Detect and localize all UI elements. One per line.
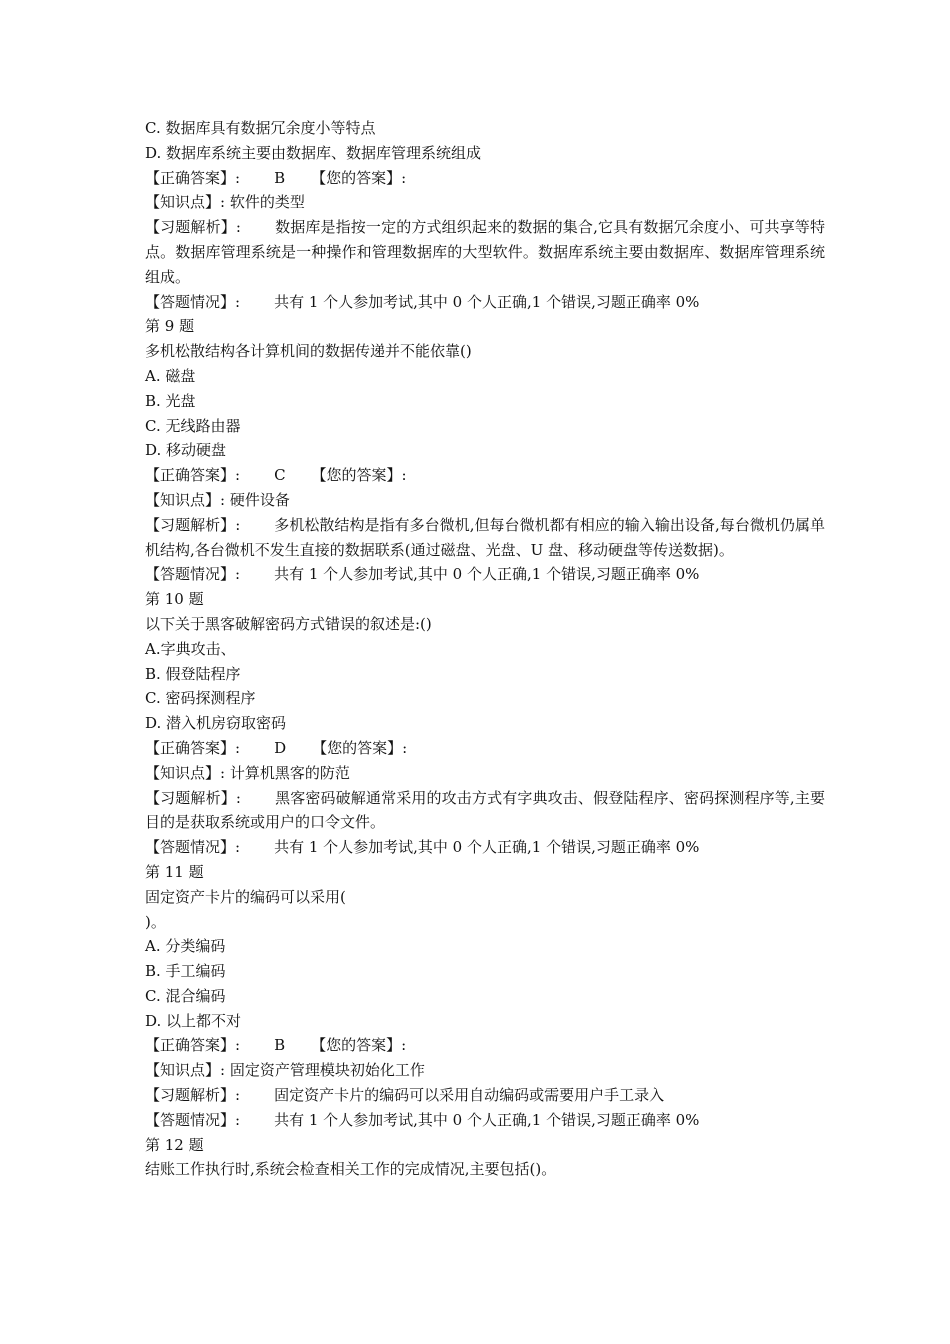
- text-line: C. 无线路由器: [145, 416, 241, 435]
- stats-text: 共有 1 个人参加考试,其中 0 个人正确,1 个错误,习题正确率 0%: [274, 838, 700, 857]
- stats-text: 共有 1 个人参加考试,其中 0 个人正确,1 个错误,习题正确率 0%: [274, 565, 700, 584]
- text-line: 第 9 题: [145, 317, 195, 336]
- explanation-paragraph: [145, 1083, 825, 1108]
- text-line: 【知识点】: 计算机黑客的防范: [145, 763, 350, 782]
- your-answer-label: 【您的答案】:: [311, 466, 407, 485]
- text-line: A. 磁盘: [145, 366, 196, 385]
- answer-line: [145, 736, 825, 761]
- text-line: 【知识点】: 软件的类型: [145, 193, 305, 212]
- text-line: 第 10 题: [145, 590, 204, 609]
- answer-value: D: [274, 738, 287, 757]
- text-line: D. 以上都不对: [145, 1011, 242, 1030]
- text-line: C. 混合编码: [145, 986, 226, 1005]
- answer-label: 【正确答案】:: [145, 1036, 241, 1055]
- text-line: B. 假登陆程序: [145, 664, 241, 683]
- text-line: 【知识点】: 硬件设备: [145, 490, 290, 509]
- explanation-label: 【习题解析】:: [145, 218, 241, 237]
- stats-label: 【答题情况】:: [145, 565, 241, 584]
- explanation-paragraph: [145, 786, 825, 836]
- text-line: 多机松散结构各计算机间的数据传递并不能依靠(): [145, 342, 472, 361]
- text-line: B. 光盘: [145, 391, 196, 410]
- text-line: 以下关于黑客破解密码方式错误的叙述是:(): [145, 614, 432, 633]
- answer-label: 【正确答案】:: [145, 466, 241, 485]
- text-line: 结账工作执行时,系统会检查相关工作的完成情况,主要包括()。: [145, 1160, 557, 1179]
- answer-line: [145, 166, 825, 191]
- answer-line: [145, 1033, 825, 1058]
- explanation-label: 【习题解析】:: [145, 515, 241, 534]
- explanation-paragraph: [145, 513, 825, 563]
- text-line: 固定资产卡片的编码可以采用(: [145, 887, 346, 906]
- explanation-label: 【习题解析】:: [145, 1086, 241, 1105]
- explanation-text: 固定资产卡片的编码可以采用自动编码或需要用户手工录入: [274, 1086, 665, 1105]
- text-line: D. 潜入机房窃取密码: [145, 714, 287, 733]
- text-line: C. 数据库具有数据冗余度小等特点: [145, 119, 376, 137]
- text-line: C. 密码探测程序: [145, 689, 256, 708]
- document-body: [145, 116, 825, 1182]
- stats-line: [145, 290, 825, 315]
- stats-label: 【答题情况】:: [145, 838, 241, 857]
- stats-line: [145, 1108, 825, 1133]
- text-line: A.字典攻击、: [145, 639, 236, 658]
- answer-value: B: [274, 168, 286, 187]
- answer-label: 【正确答案】:: [145, 738, 241, 757]
- answer-value: B: [274, 1036, 286, 1055]
- your-answer-label: 【您的答案】:: [311, 1036, 407, 1055]
- text-line: D. 数据库系统主要由数据库、数据库管理系统组成: [145, 143, 482, 162]
- stats-line: [145, 835, 825, 860]
- text-line: 第 12 题: [145, 1135, 204, 1154]
- text-line: D. 移动硬盘: [145, 441, 227, 460]
- stats-line: [145, 562, 825, 587]
- answer-line: [145, 463, 825, 488]
- your-answer-label: 【您的答案】:: [312, 738, 408, 757]
- explanation-text: 数据库是指按一定的方式组织起来的数据的集合,它具有数据冗余度小、可共享等特点。数据库管理系统是一种操作和管理数据库的大型软件。数据库系统主要由数据库、数据库管理系统组成。: [145, 218, 825, 286]
- text-line: )。: [145, 912, 166, 931]
- stats-text: 共有 1 个人参加考试,其中 0 个人正确,1 个错误,习题正确率 0%: [274, 292, 700, 311]
- text-line: A. 分类编码: [145, 937, 226, 956]
- your-answer-label: 【您的答案】:: [311, 168, 407, 187]
- explanation-text: 多机松散结构是指有多台微机,但每台微机都有相应的输入输出设备,每台微机仍属单机结构,各台微机不发生直接的数据联系(通过磁盘、光盘、U 盘、移动硬盘等传送数据)。: [145, 515, 825, 559]
- stats-label: 【答题情况】:: [145, 1110, 241, 1129]
- explanation-label: 【习题解析】:: [145, 788, 241, 807]
- stats-text: 共有 1 个人参加考试,其中 0 个人正确,1 个错误,习题正确率 0%: [274, 1110, 700, 1129]
- answer-label: 【正确答案】:: [145, 168, 241, 187]
- stats-label: 【答题情况】:: [145, 292, 241, 311]
- text-line: B. 手工编码: [145, 962, 226, 981]
- text-line: 第 11 题: [145, 862, 204, 881]
- explanation-text: 黑客密码破解通常采用的攻击方式有字典攻击、假登陆程序、密码探测程序等,主要目的是获取系统或用户的口令文件。: [145, 788, 825, 832]
- text-line: 【知识点】: 固定资产管理模块初始化工作: [145, 1061, 425, 1080]
- explanation-paragraph: [145, 215, 825, 289]
- answer-value: C: [274, 466, 286, 485]
